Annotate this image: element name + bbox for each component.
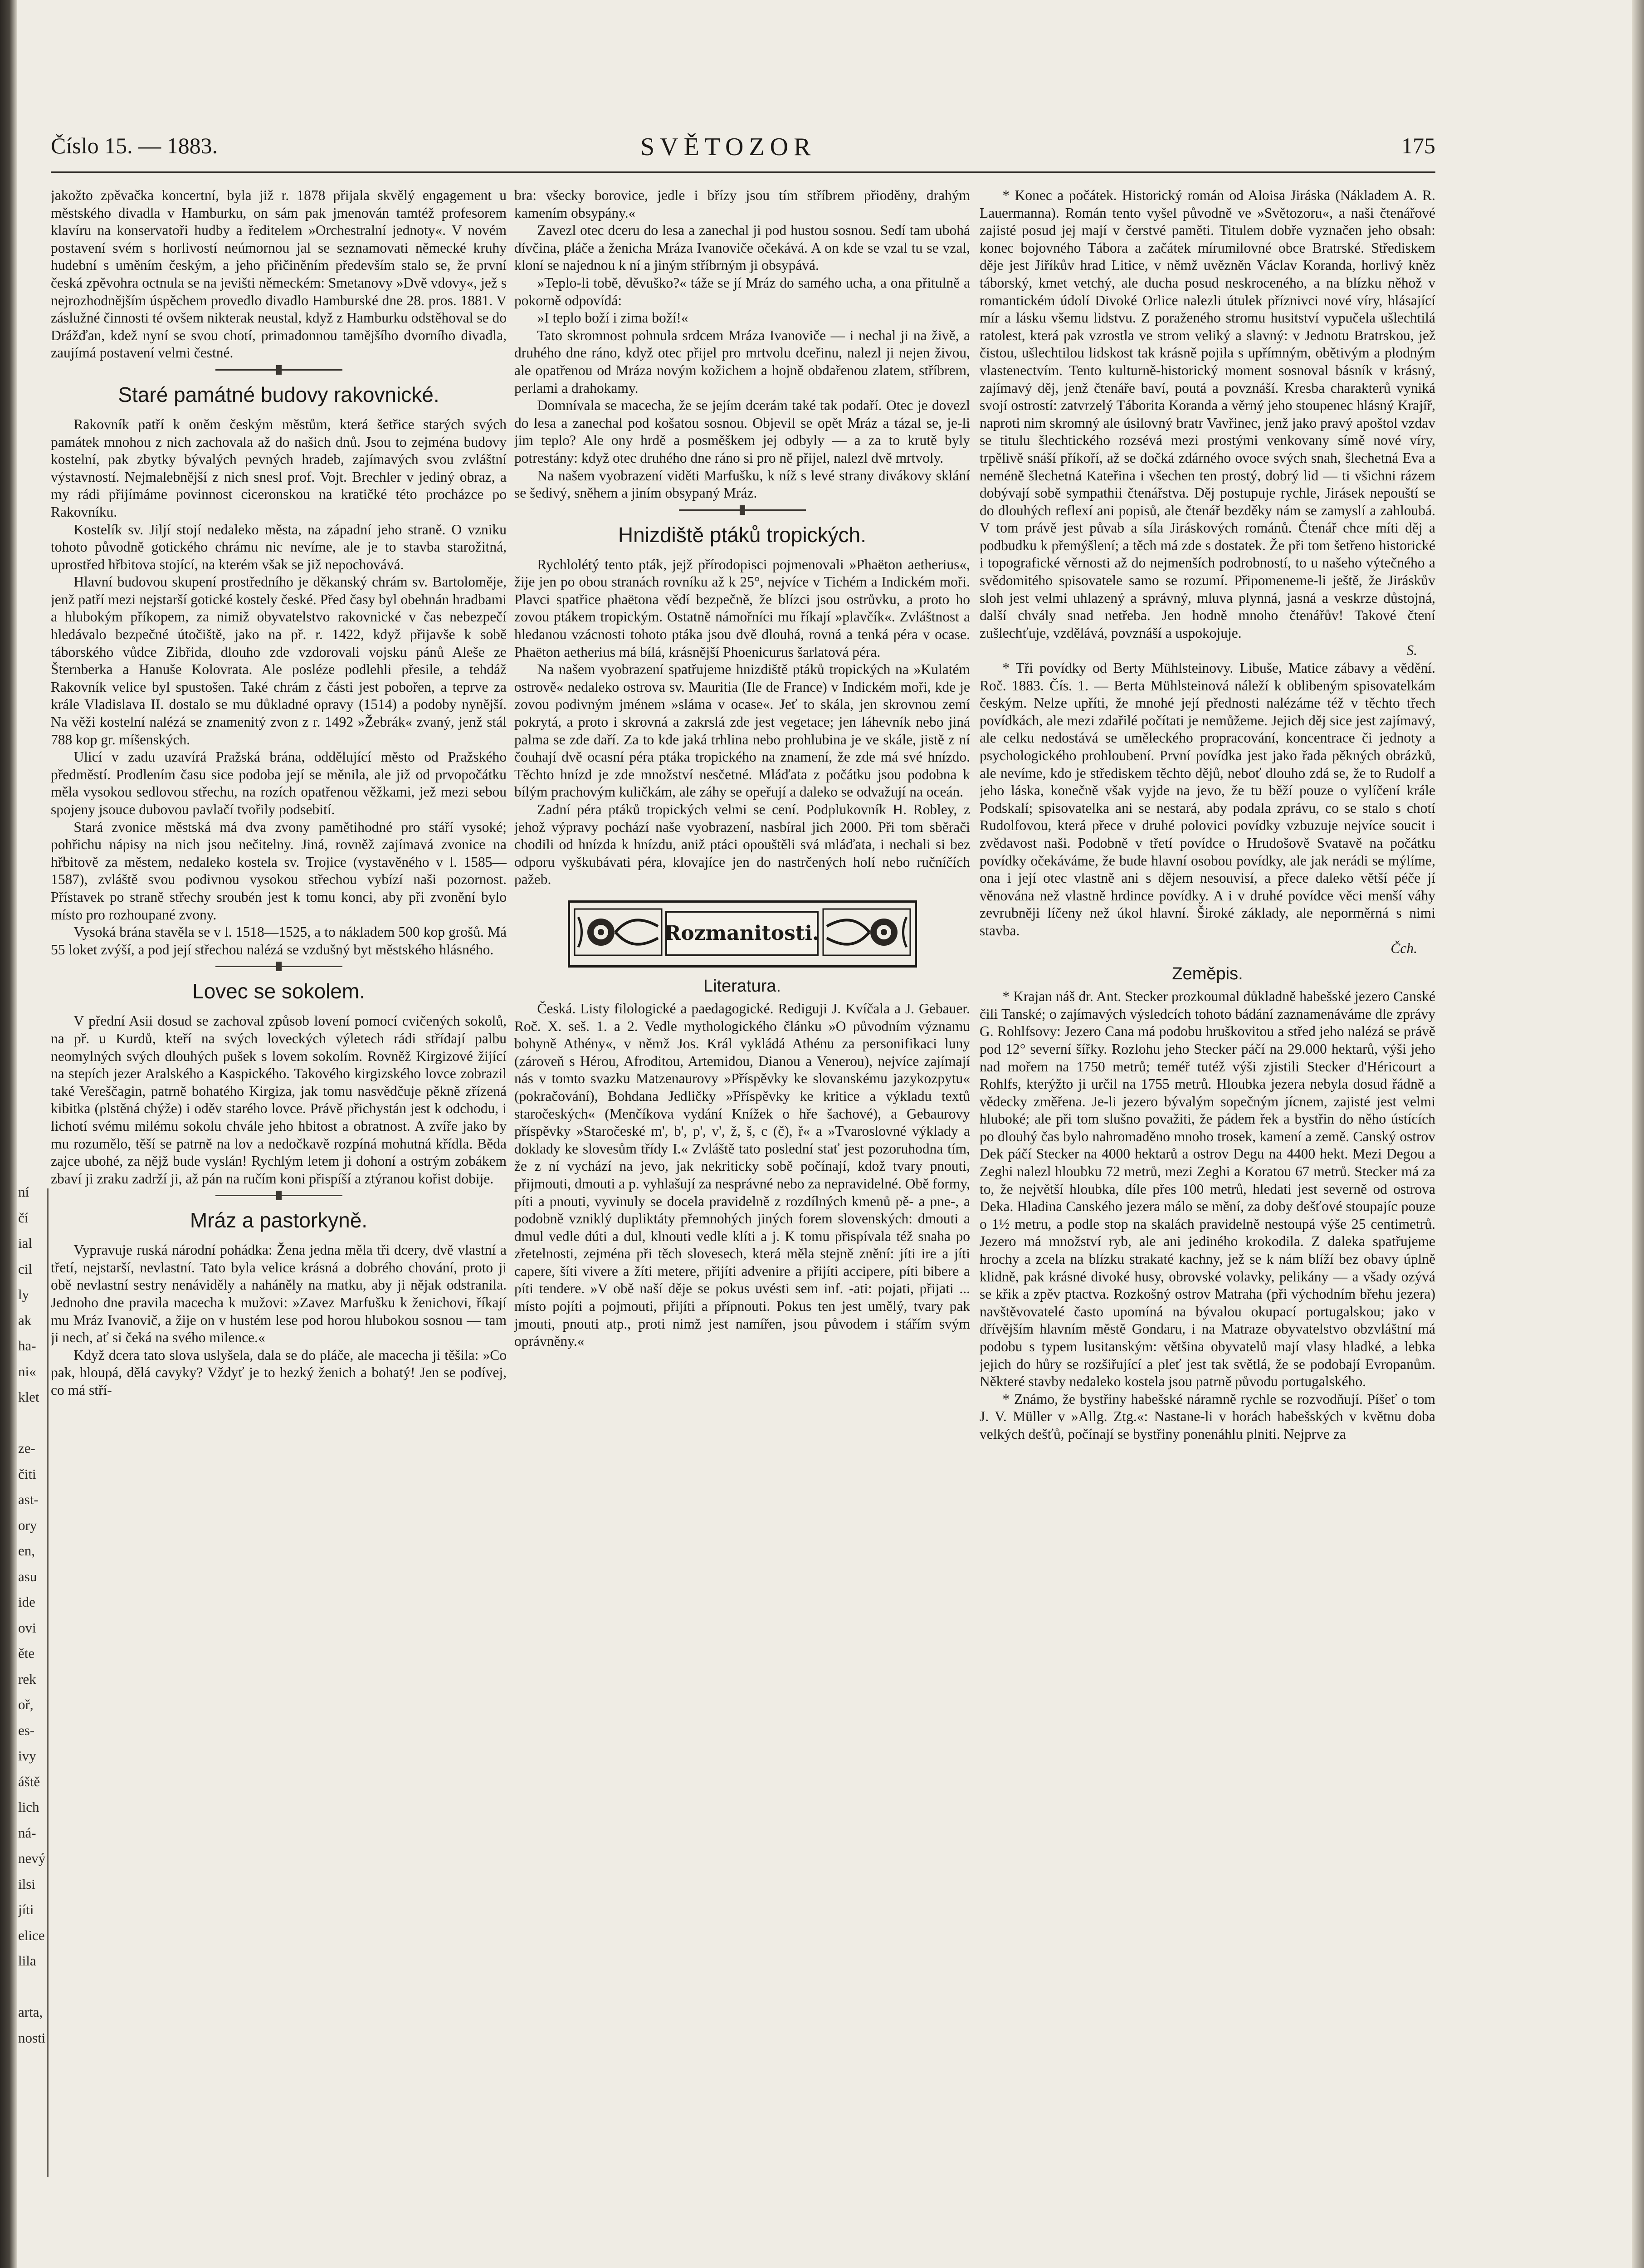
rozmanitosti-banner <box>568 900 917 968</box>
rakovnik-paragraph-2: Kostelík sv. Jiljí stojí nedaleko města, na západní jeho straně. O vzniku tohoto původně gotického chrámu nic nevíme, ale je to stavba starožitná, uprostřed hřbitova stojící, na kterém však se již nepochovává. <box>51 521 507 572</box>
rakovnik-paragraph-5: Stará zvonice městská má dva zvony pamětihodné pro stáří vysoké; pohřichu nápisy na nich jsou nečitelny. Jiná, rovněž zajímavá zvonice na hřbitově za městem, nedaleko kostela sv. Trojice (vystavěného v l. 1585—1587), zvláště svou podivnou vysokou střechou vybízí naši pozornost. Přístavek po straně střechy sroubén jest k tomu konci, aby při zvonění bylo místo pro rozhoupané zvony. <box>51 819 507 923</box>
review-signature: S. <box>1406 642 1417 659</box>
previous-page-line: asu <box>18 1568 37 1584</box>
mraz-continuation-3: »Teplo-li tobě, děvuško?« táže se jí Mráz do samého ucha, a ona přitulně a pokorně odpovídá: <box>514 274 970 308</box>
rakovnik-paragraph-4: Ulicí v zadu uzavírá Pražská brána, oddělující město od Pražského předměstí. Prodlením času sice podoba její se měnila, ale již od prvopočátku měla vysokou sedlovou střechu, na rozích opatřenou věžkami, jež mezi sebou spojeny jsouce dubovou pavlačí tvořily podsebití. <box>51 749 507 817</box>
heading-mraz: Mráz a pastorkyně. <box>190 1208 368 1232</box>
mraz-continuation-2: Zavezl otec dceru do lesa a zanechal ji pod hustou sosnou. Sedí tam ubohá dívčina, pláče a ženicha Mráza Ivanoviče očekává. A on kde se vzal tu se vzal, kloní se najednou k ní a jiným stříbrným ji obsypává. <box>514 222 970 274</box>
heading-literatura: Literatura. <box>703 976 781 996</box>
review-signature: Čch. <box>1390 940 1417 956</box>
mraz-continuation-4: »I teplo boží i zima boží!« <box>537 310 688 326</box>
jirasek-review: * Konec a počátek. Historický román od Aloisa Jiráska (Nákladem A. R. Lauermanna). Román tento vyšel původně ve »Světozoru«, a naši čtenářové zajisté posud jej mají v čerstvé paměti. Titulem dobře vyznačen jeho obsah: konec bojovného Tábora a začátek mírumilovné obce Bratrské. Střediskem děje jest Jiříkův hrad Litice, v němž uvězněn Václav Koranda, horlivý kněz táborský, kmet vetchý, ale ducha posud neskroceného, a na blízku něhož v romantickém údolí Divoké Orlice nalezli útulek příznivci nové víry, hlásající mír a lásku všemu lidstvu. Z poraženého stromu husitství vypučela ušlechtilá ratolest, která pak vzrostla ve strom veliký a slavný: v Jednotu Bratrskou, jež čistou, ušlechtilou lidskost tak krásně pojila s upřímným, obětivým a plodným vlastenectvím. Tento kulturně-historický moment sosnoval básník v krásný, zajímavý děj, jenž čtenáře baví, poutá a povznáší. Kresba charakterů vyniká svojí ostrostí: zatvrzelý Táborita Koranda a věrný jeho stoupenec hlásný Krajíř, naproti nim skromný ale úsilovný bratr Vavřinec, jenž jako pravý apoštol vzdav se titulu šlechtického rozsévá mezi prostými venkovany símě nové víry, trpělivě snáší příkoří, až se dočká zdárného ovoce svých snah, šlechetná Eva a neméně šlechetná Kateřina i všechen ten prostý, dobrý lid — ti všichni rázem dobývají sobě sympathii čtenářstva. Děj postupuje rychle, Jirásek nepouští se do dlouhých reflexí ani popisů, ale čtenář bezděky nám se zamyslí a zahloubá. V tom právě jest půvab a síla Jiráskových románů. Čtenář chce míti děj a podbudku k přemýšlení; a těch má zde s dostatek. Že při tom šetřeno historické i topografické věrnosti až do nejmenších podrobností, to u našeho výtečného a svědomitého spisovatele samo se rozumí. Připomeneme-li ještě, že Jiráskův sloh jest velmi uhlazený a správný, mluva plynná, jasná a veskrze důstojná, další chvály snad netřeba. Jen hodně mnoho čtenářův! Takové čtení zušlechťuje, vzdělává, povznáší a uspokojuje. <box>980 187 1435 641</box>
previous-page-line: nosti <box>18 2029 46 2046</box>
scan-shadow-left <box>0 0 17 2268</box>
previous-page-line: ná- <box>18 1824 36 1841</box>
banner-title: Rozmanitosti. <box>665 911 819 956</box>
mraz-paragraph-1: Vypravuje ruská národní pohádka: Žena jedna měla tři dcery, dvě vlastní a třetí, nejstarší, nevlastní. Tato byla velice krásná a dobrého chování, proto ji obě nevlastní sestry nenáviděly a naháněly na matku, aby ji nějak odstranila. Jednoho dne pravila macecha k mužovi: »Zavez Marfušku k ženichovi, říkají mu Mráz Ivanovič, a žije on v hustém lese pod horou hlubokou sosnou — tam ji nech, ať si čeká na svého milence.« <box>51 1242 507 1346</box>
hnizdiste-paragraph-1: Rychlolétý tento pták, jejž přírodopisci pojmenovali »Phaëton aetherius«, žije jen po obou stranách rovníku až k 25°, nejvíce v Tichém a Indickém moři. Plavci spatřice phaëtona vědí bezpečně, že blízci jsou ostrůvku, a proto ho zovou ptákem tropickým. Ostatně námořníci mu říkají »plavčík«. Zvláštnost a hledanou vzácnosti tohoto ptáka jsou dvě dlouhá, rovná a tenká péra v ocase. Phaëton aetherius má bílá, krásnější Phoenicurus šarlatová péra. <box>514 556 970 660</box>
column-1 <box>51 187 507 2268</box>
page-number: 175 <box>1401 133 1435 158</box>
mraz-continuation-7: Na našem vyobrazení viděti Marfušku, k níž s levé strany divákovy sklání se šedivý, sněhem a jiním obsypaný Mráz. <box>514 467 970 501</box>
previous-page-line: elice <box>18 1927 45 1943</box>
previous-page-line <box>18 1410 46 1436</box>
previous-page-line: ast- <box>18 1491 39 1507</box>
previous-page-line: ide <box>18 1594 35 1610</box>
previous-page-line: es- <box>18 1722 35 1738</box>
column-3 <box>980 187 1435 2268</box>
previous-page-line: čiti <box>18 1466 36 1482</box>
heading-lovec: Lovec se sokolem. <box>192 979 365 1003</box>
intro-paragraph: jakožto zpěvačka koncertní, byla již r. 1878 přijala skvělý engagement u městského divadla v Hamburku, on sám pak jmenován tamtéž profesorem klavíru na konservatoři hudby a ředitelem »Orchestralní jednoty«. V novém postavení svém s horlivostí neúmornou jal se seznamovati německé kruhy hudební s uměním českým, a jeho přičiněním především stalo se, že první česká zpěvohra octnula se na jevišti německém: Smetanovy »Dvě vdovy«, jež s nejrozhodnějším úspěchem provedlo divadlo Hamburské dne 28. pros. 1881. V záslužné činnosti té ovšem nikterak neustal, když z Hamburku odstěhoval se do Drážďan, kdež nyní se svou chotí, primadonnou tamějšího dvorního divadla, zaujímá postavení velmi čestné. <box>51 187 507 361</box>
zemepis-paragraph-1: * Krajan náš dr. Ant. Stecker prozkoumal důkladně habešské jezero Canské čili Tanské; o zajímavých výsledcích tohoto bádání zaznamenáváme dle zprávy G. Rohlfsovy: Jezero Cana má podobu hruškovitou a střed jeho nalézá se právě pod 12° severní šířky. Rozlohu jeho Stecker páčí na 29.000 hektarů, výši jeho nad mořem na 1750 metrů; teméř tutéž výši zjistili Stecker d'Héricourt a Rohlfs, kterýžto ji určil na 1755 metrů. Hloubka jezera nebyla dosud řádně a vědecky změřena. Je-li jezero bývalým sopečným jícnem, zajisté jest velmi hluboké; ale při tom slušno považiti, že pádem řek a bystřin do něho ústících po dlouhý čas bylo nahromaděno mnoho trosek, kamení a země. Canský ostrov Dek páčí Stecker na 4000 hektarů a ostrov Degu na 4400 hekt. Mezi Degou a Zeghi nalezl hloubku 72 metrů, mezi Zeghi a Koratou 67 metrů. Stecker má za to, že největší hloubka, díle přes 100 metrů, hledati jest severně od ostrova Deka. Hladina Canského jezera málo se mění, za doby dešťové stoupajíc pouze o 1½ metru, a podle stop na skalách pravidelně nestoupá výše 25 centimetrů. Jezero má množství ryb, ale ani jediného krokodila. Z daleka spatřujeme hrochy a zcela na blízku strakaté kachny, jež se k nám blíží bez obavy úplně klidně, pak krásné divoké husy, obrovské volavky, pelikány — a všady ozývá se křik a zpěv ptactva. Rozkošný ostrov Matraha (při východním břehu jezera) navštěvovatelé často upomíná na bývalou okupací portugalskou; jako v dřívějším hlavním městě Gondaru, i na Matraze obyvatelstvo obzvláštní má podobu s typem lusitanským: většina obyvatelů mají vlasy hladké, a lebka jejich do hůry se rozšiřující a pleť jest tak světlá, že se podobají Evropanům. Některé stavby nedaleko kostela jsou patrně původu portugalského. <box>980 988 1435 1390</box>
floral-ornament-right <box>822 908 911 956</box>
hnizdiste-paragraph-2: Na našem vyobrazení spatřujeme hnizdiště ptáků tropických na »Kulatém ostrově« nedaleko ostrova sv. Mauritia (Ile de France) v Indickém moři, kde je zovou podivným jménem »sláma v ocase«. Jeť to skála, jen skrovnou zemí pokrytá, a proto i skrovná a zakrslá zde jest vegetace; jen láhevník nebo jiná palma se zde daří. Za to kde jaká trhlina nebo prohlubina je ve skále, jistě z ní čouhají dvě ocasní péra ptáka tropického na znamení, že zde má své hnízdo. Těchto hnízd je zde množství nesčetné. Mláďata z počátku jsou podobna k bílým prachovým kuličkám, ale záhy se opeřují a daleko se odvažují na oceán. <box>514 661 970 800</box>
previous-page-line: ly <box>18 1286 29 1302</box>
previous-page-line: jíti <box>18 1901 34 1917</box>
previous-page-line: rek <box>18 1671 36 1687</box>
previous-page-line: cil <box>18 1261 32 1277</box>
hnizdiste-paragraph-3: Zadní péra ptáků tropických velmi se cení. Podplukovník H. Robley, z jehož výpravy pochází naše vyobrazení, nasbíral jich 2000. Při tom sběrači chodili od hnízda k hnízdu, aniž ptáci opouštěli svá mláďata, i nechali si bez odporu vyškubávati péra, klovajíce jen do nastrčených holí nebo ručníčích pažeb. <box>514 802 970 888</box>
rakovnik-paragraph-1: Rakovník patří k oněm českým městům, která šetřice starých svých památek mnohou z nich zachovala až do našich dnů. Jsou to zejména budovy kostelní, pak zbytky bývalých pevných hradeb, zajímavých svou zvláštní výstavností. Nejmalebnější z nich snesl prof. Vojt. Brechler v jediný obraz, a my rádi přijímáme povinnost ciceronskou na kratičké této procházce po Rakovníku. <box>51 416 507 520</box>
previous-page-line: en, <box>18 1543 35 1559</box>
previous-page-line: ni« <box>18 1363 36 1379</box>
mraz-paragraph-2: Když dcera tato slova uslyšela, dala se do pláče, ale macecha ji těšila: »Co pak, hloupá, dělá cavyky? Vždyť je to hezký ženich a bohatý! Jen se podívej, co má stří- <box>51 1347 507 1398</box>
floral-ornament-left <box>574 908 663 956</box>
previous-page-line: ivy <box>18 1748 36 1764</box>
zemepis-paragraph-2: * Známo, že bystřiny habešské náramně rychle se rozvodňují. Píšeť o tom J. V. Müller v »Allg. Ztg.«: Nastane-li v horách habešských v květnu doba velkých dešťů, počínají se bystřiny ponenáhlu plniti. Nejprve za <box>980 1391 1435 1442</box>
section-divider <box>679 509 806 511</box>
previous-page-line: lich <box>18 1799 39 1815</box>
previous-page-line: oř, <box>18 1696 34 1712</box>
previous-page-line: ovi <box>18 1619 36 1636</box>
rakovnik-paragraph-6: Vysoká brána stavěla se v l. 1518—1525, a to nákladem 500 kop grošů. Má 55 loket zvýší, a pod její střechou nalézá se vzdušný byt městského hlásného. <box>51 924 507 958</box>
scan-shadow-right <box>1632 0 1644 2268</box>
rakovnik-paragraph-3: Hlavní budovou skupení prostředního je děkanský chrám sv. Bartoloměje, jenž patří mezi nejstarší gotické kostely české. Před časy byl obehnán hradbami a hlubokým příkopem, za nimiž obyvatelstvo rakovnické v čas nebezpečí hledávalo bezpečné útočiště, jako na př. r. 1422, když přijavše k sobě táborského vůdce Zibřida, dlouho zde vzdorovali vojsku pánů Aleše ze Šternberka a Hanuše Kolovrata. Ale posléze podlehli přesile, a tehdáž Rakovník velice byl spustošen. Také chrám z části jest pobořen, a teprve za krále Vladislava II. dostalo se mu důkladné opravy (1514) a podoby nynější. Na věži kostelní nalézá se znamenitý zvon z r. 1492 »Žebrák« zvaný, jenž stál 788 kop gr. míšenských. <box>51 574 507 748</box>
page-header <box>51 132 1435 164</box>
column-2 <box>514 187 970 2268</box>
gutter-rule <box>47 1188 49 2177</box>
section-divider <box>215 1195 342 1196</box>
previous-page-line: ěte <box>18 1645 35 1661</box>
previous-page-line: lila <box>18 1953 36 1969</box>
heading-hnizdiste: Hnizdiště ptáků tropických. <box>618 523 867 547</box>
previous-page-line: ha- <box>18 1338 36 1354</box>
previous-page-line: ak <box>18 1312 32 1328</box>
previous-page-line: ilsi <box>18 1876 35 1892</box>
journal-title: SVĚTOZOR <box>640 133 816 161</box>
section-divider <box>215 966 342 967</box>
mraz-continuation-1: bra: všecky borovice, jedle i břízy jsou tím stříbrem přioděny, drahým kamením obsypány.« <box>514 187 970 221</box>
header-rule <box>51 171 1435 173</box>
mraz-continuation-6: Domnívala se macecha, že se jejím dcerám také tak podaří. Otec je dovezl do lesa a zanechal pod košatou sosnou. Objevil se opět Mráz a tázal se, je-li jim teplo? Ale ony hrdě a posměškem jej odbyly — a za to krutě byly potrestány: když otec druhého dne ráno si pro ně přijel, nalezl dvě mrtvoly. <box>514 397 970 466</box>
previous-page-line: nevý <box>18 1850 46 1866</box>
previous-page-line <box>18 1974 46 2000</box>
previous-page-line: ial <box>18 1235 32 1251</box>
previous-page-fragment <box>18 1179 46 2177</box>
previous-page-line: čí <box>18 1209 29 1226</box>
heading-rakovnik: Staré památné budovy rakovnické. <box>118 382 439 406</box>
literatura-paragraph: Česká. Listy filologické a paedagogické. Rediguji J. Kvíčala a J. Gebauer. Roč. X. seš. 1. a 2. Vedle mythologického článku »O původním významu bohyně Athény«, v němž Jos. Král vykládá Athénu za personifikaci luny (zároveň s Hérou, Afroditou, Artemidou, Dianou a Venerou), nejvíce zajímají nás v tomto svazku Matzenaurovy »Příspěvky ke slovanskému jazykozpytu« (pokračování), Bohdana Jedličky »Příspěvky ke kritice a výkladu textů staročeských« (Menčíkova vydání Knížek o hře šachové), a Gebaurovy příspěvky »Staročeské m', b', p', v', ž, š, c (č), ř« a »Tvaroslovné výklady a doklady ke slovesům třídy I.« Zvláště tato poslední stať jest pozoruhodna tím, že z ní vychází na jevo, jak nekriticky sobě počínají, kdož tvary pnouti, přijmouti, dmouti a p. vyhlašují za nesprávné nebo za nepravidelné. Obě formy, píti a pnouti, vyvinuly se docela pravidelně z rozdílných kmenů pě- a pne-, a podobně vzniklý dupliktáty přemnohých jiných forem slovenských: dmouti a dmul vedle dúti a dul, klnouti vedle klíti a j. K tomu přispívala též snaha po zřetelnosti, zejména při těch slovesech, která měla stejně znění: jíti ire a jíti capere, šíti vivere a žíti metere, přijíti advenire a přijíti accipere, píti bibere a píti tendere. »V obě naší děje se pokus uvésti sem inf. -ati: pojati, přijati ... místo pojíti a pojmouti, přijíti a přípnouti. Pokus ten jest umělý, tvary pak jmouti, pnouti atp., proti nimž jest namířen, jsou původem i stářím svým oprávněny.« <box>514 1000 970 1349</box>
lovec-paragraph: V přední Asii dosud se zachoval způsob lovení pomocí cvičených sokolů, na př. u Kurdů, kteří na svých loveckých výletech rádi střídají palbu neomylných svých dlouhých pušek s lovem sokolím. Rovněž Kirgizové žijící na stepích jezer Aralského a Kaspického. Takového kirgizského lovce zobrazil také Vereščagin, patrně bohatého Kirgiza, jak tomu nasvědčuje pěkně zřízená kibitka (plstěná chýže) i oděv starého lovce. Právě přichystán jest k odchodu, i lichotí svému milému sokolu chvále jeho hbitost a obratnost. A zvíře jako by mu rozumělo, těší se patrně na lov a nedočkavě rozpíná mohutná křídla. Běda zajce ubohé, za nějž bude vyslán! Rychlým letem ji dohoní a ostrým zobákem zbaví ji zraku zadrží ji, až pán na ručím koni přispíší a ztýranou kořist dobije. <box>51 1013 507 1187</box>
previous-page-line: ze- <box>18 1440 35 1456</box>
previous-page-line: áště <box>18 1773 40 1789</box>
heading-zemepis: Zeměpis. <box>1172 964 1243 984</box>
mraz-continuation-5: Tato skromnost pohnula srdcem Mráza Ivanoviče — i nechal ji na živě, a druhého dne ráno, když otec přijel pro mrtvolu dceřinu, nalezl ji nejen živou, ale opatřenou od Mráza novým kožichem a hojně obdařenou zlatem, stříbrem, perlami a drahokamy. <box>514 327 970 396</box>
previous-page-line: ory <box>18 1517 37 1533</box>
previous-page-line: ní <box>18 1184 29 1200</box>
section-divider <box>215 369 342 371</box>
previous-page-line: arta, <box>18 2004 43 2020</box>
tri-povidky-review: * Tři povídky od Berty Mühlsteinovy. Libuše, Matice zábavy a vědění. Roč. 1883. Čís. 1. — Berta Mühlsteinová náleží k oblibeným spisovatelkám českým. Nelze upříti, že mnohé její přednosti nalézáme též v těchto třech povídkách, ale mezi zdařilé počítati je nemůžeme. Jejich děj sice jest zajímavý, ale celku nedostává se uměleckého propracování, koncentrace či jednoty a psychologického prohloubení. První povídka jest jako řada pěkných obrázků, ale nevíme, kdo je střediskem těchto dějů, neboť dlouho zdá se, že to Rudolf a jeho láska, konečně však vyjde na jevo, že tu běží pouze o vylíčení krále Podskalí; spisovatelka ani se nestará, aby podala zprávu, co se stalo s chotí Rudolfovou, která přece v druhé polovici povídky vzbuzuje nejvíce soucit i zvědavost naši. Podobně v třetí povídce o Hrudošově Svatavě na počátku povídky očekáváme, že bude hlavní osobou povídky, ale jak nerádi se mýlíme, ona i její otec vlastně ani s dějem nesouvisí, a přece daleko větší péče jí věnována než vlastně hrdince povídky. A i v druhé povídce věci menší váhy zevrubněji líčeny než úkol hlavní. Široké základy, ale neporměrná s nimi stavba. <box>980 660 1435 938</box>
previous-page-line: klet <box>18 1389 39 1405</box>
issue-number: Číslo 15. — 1883. <box>51 133 218 158</box>
